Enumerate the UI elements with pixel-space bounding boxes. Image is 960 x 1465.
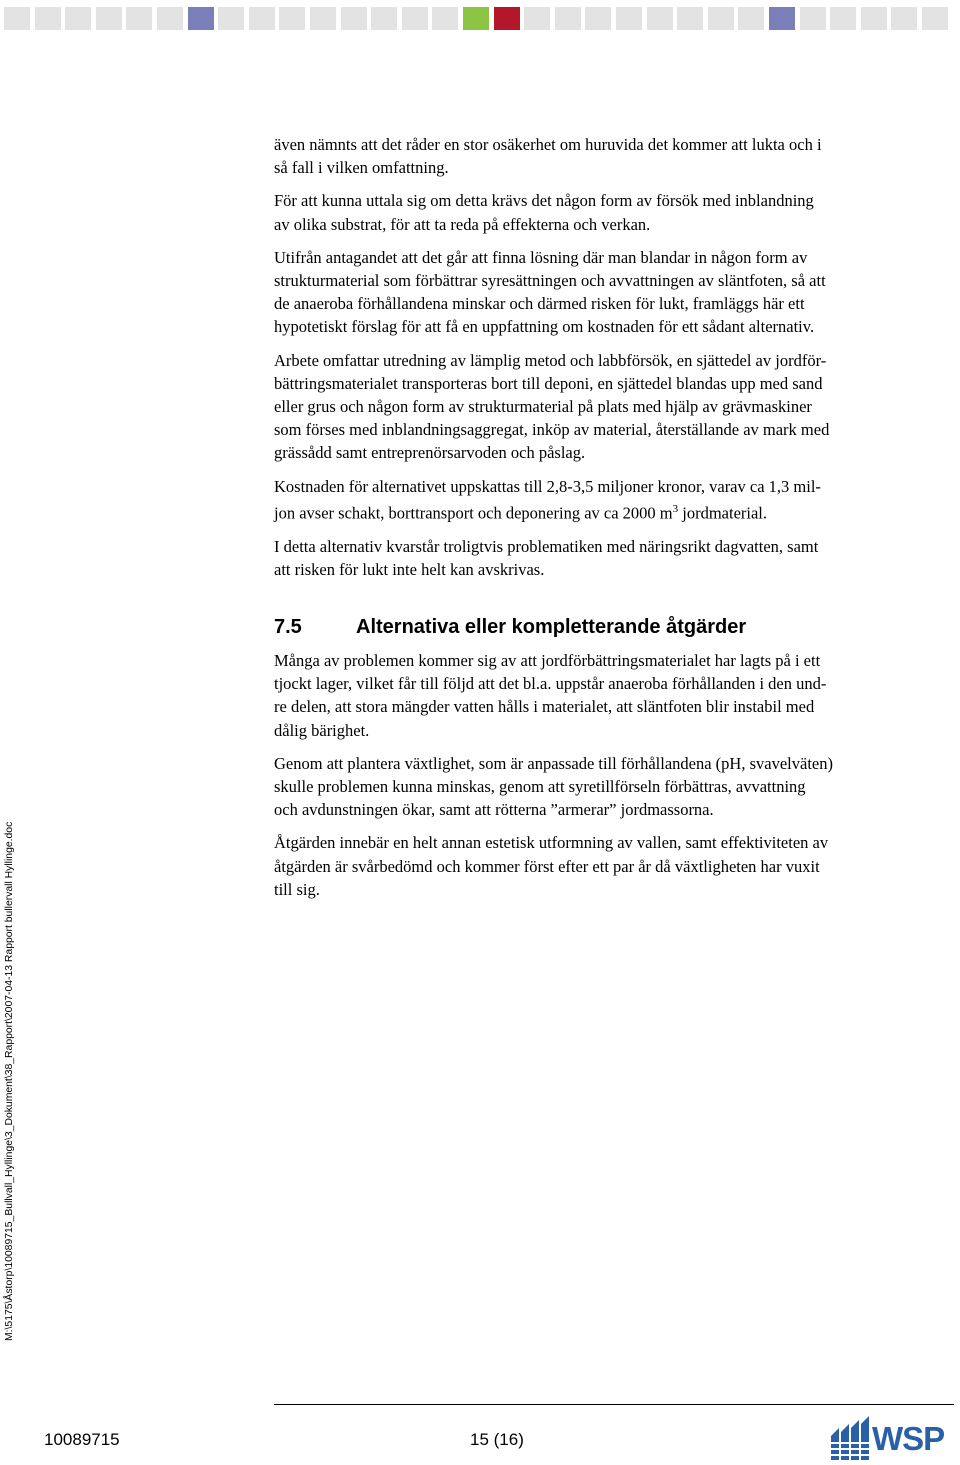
header-color-square	[738, 7, 764, 30]
header-color-square	[494, 7, 520, 30]
body-line: bättringsmaterialet transporteras bort till deponi, en sjättedel blandas upp med sand	[274, 373, 823, 393]
header-color-square	[249, 7, 275, 30]
body-line: så fall i vilken omfattning.	[274, 158, 449, 178]
header-color-square	[677, 7, 703, 30]
header-color-square	[463, 7, 489, 30]
header-color-square	[769, 7, 795, 30]
superscript: 3	[672, 502, 679, 515]
wsp-logo	[828, 1416, 956, 1462]
body-line: Många av problemen kommer sig av att jordförbättringsmaterialet har lagts på i ett	[274, 650, 821, 670]
header-color-square	[310, 7, 336, 30]
section-number: 7.5	[274, 615, 302, 638]
body-line: de anaeroba förhållandena minskar och därmed risken för lukt, framläggs här ett	[274, 294, 805, 314]
header-color-square	[432, 7, 458, 30]
body-line: eller grus och någon form av strukturmaterial på plats med hjälp av grävmaskiner	[274, 397, 812, 417]
body-line: av olika substrat, för att ta reda på effekterna och verkan.	[274, 214, 651, 234]
body-line: som förses med inblandningsaggregat, inköp av material, återställande av mark med	[274, 420, 830, 440]
header-color-square	[800, 7, 826, 30]
header-color-square	[861, 7, 887, 30]
header-color-square	[157, 7, 183, 30]
header-color-square	[616, 7, 642, 30]
header-color-square	[524, 7, 550, 30]
text-segment: jon avser schakt, borttransport och deponering av ca 2000 m	[274, 503, 673, 523]
header-color-square	[188, 7, 214, 30]
body-line: till sig.	[274, 879, 320, 899]
document-number: 10089715	[44, 1430, 120, 1449]
header-color-square	[65, 7, 91, 30]
page-content	[274, 133, 956, 901]
header-color-square	[96, 7, 122, 30]
body-line: I detta alternativ kvarstår troligtvis problematiken med näringsrikt dagvatten, samt	[274, 536, 819, 556]
header-color-square	[218, 7, 244, 30]
body-line: Åtgärden innebär en helt annan estetisk utformning av vallen, samt effektiviteten av	[274, 833, 829, 853]
header-color-square	[830, 7, 856, 30]
wsp-logo-text: WSP	[872, 1420, 945, 1457]
body-line: även nämnts att det råder en stor osäkerhet om huruvida det kommer att lukta och i	[274, 135, 822, 154]
header-color-square	[647, 7, 673, 30]
body-line: re delen, att stora mängder vatten hålls i materialet, att släntfoten blir instabil med	[274, 697, 815, 717]
body-line: För att kunna uttala sig om detta krävs det någon form av försök med inblandning	[274, 191, 814, 211]
body-line: grässådd samt entreprenörsarvoden och påslag.	[274, 443, 586, 463]
header-color-square	[708, 7, 734, 30]
body-line: skulle problemen kunna minskas, genom att syretillförseln förbättras, avvattning	[274, 776, 806, 796]
body-line: åtgärden är svårbedömd och kommer först efter ett par år då växtligheten har vuxit	[274, 856, 820, 876]
header-color-square	[4, 7, 30, 30]
page-number: 15 (16)	[470, 1430, 524, 1449]
header-color-square	[402, 7, 428, 30]
header-color-square	[35, 7, 61, 30]
header-color-square	[555, 7, 581, 30]
body-line: och avdunstningen ökar, samt att rötterna ”armerar” jordmassorna.	[274, 800, 714, 820]
header-color-square	[341, 7, 367, 30]
body-line: dålig bärighet.	[274, 720, 370, 740]
footer-divider	[274, 1404, 954, 1405]
text-segment: jordmaterial.	[678, 503, 768, 523]
body-line: strukturmaterial som förbättrar syresättningen och avvattningen av släntfoten, så att	[274, 271, 826, 291]
wsp-logo-mark-icon	[828, 1416, 872, 1462]
body-line-with-superscript	[274, 498, 956, 525]
body-line: tjockt lager, vilket får till följd att det bl.a. uppstår anaeroba förhållanden i den und-	[274, 674, 827, 694]
body-line: Utifrån antagandet att det går att finna lösning där man blandar in någon form av	[274, 247, 808, 267]
header-color-square	[891, 7, 917, 30]
header-color-bar	[0, 7, 960, 30]
body-line: att risken för lukt inte helt kan avskrivas.	[274, 559, 545, 579]
section-title: Alternativa eller kompletterande åtgärder	[356, 615, 747, 638]
file-path-sidebar: M:\5175\Åstorp\10089715_Bullvall_Hyllinge\3_Dokument\38_Rapport\2007-04-13 Rapport bullervall Hyllinge.doc	[4, 821, 15, 1341]
section-heading	[274, 614, 956, 640]
body-line: hypotetiskt förslag för att få en uppfattning om kostnaden för ett sådant alternativ.	[274, 317, 815, 337]
header-color-square	[371, 7, 397, 30]
header-color-square	[126, 7, 152, 30]
header-color-square	[922, 7, 948, 30]
header-color-square	[279, 7, 305, 30]
body-line: Arbete omfattar utredning av lämplig metod och labbförsök, en sjättedel av jordför-	[274, 350, 827, 370]
body-line: Genom att plantera växtlighet, som är anpassade till förhållandena (pH, svavelväten)	[274, 753, 833, 773]
header-color-square	[585, 7, 611, 30]
body-line: Kostnaden för alternativet uppskattas till 2,8-3,5 miljoner kronor, varav ca 1,3 mil-	[274, 476, 821, 496]
